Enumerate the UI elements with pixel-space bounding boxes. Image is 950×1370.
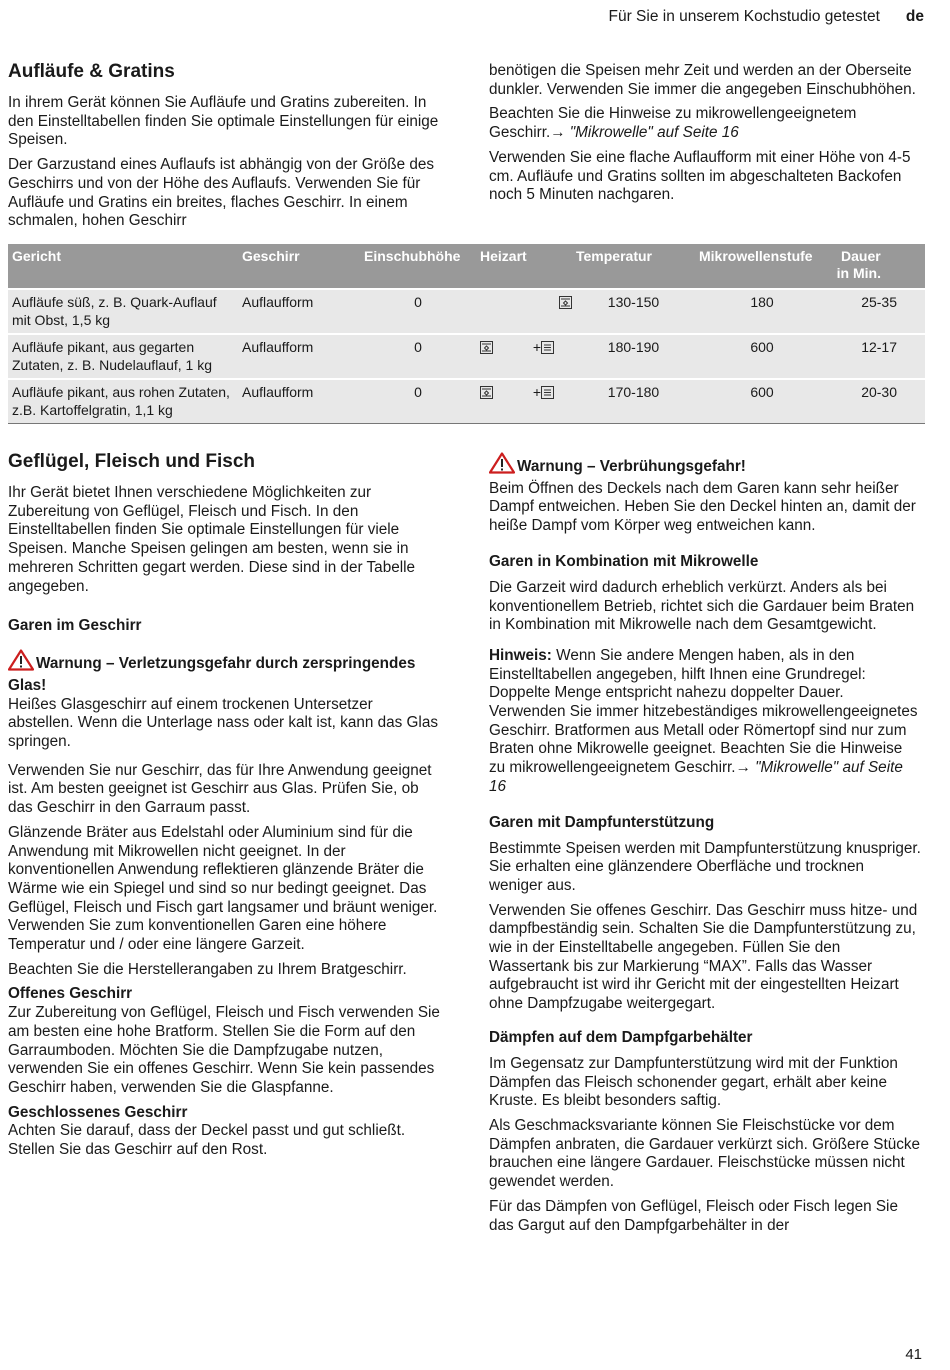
arrow-icon: → [735, 759, 751, 777]
col-temperature: Temperatur [572, 244, 695, 289]
section2-title: Geflügel, Fleisch und Fisch [8, 451, 256, 472]
subheading-garen-im-geschirr: Garen im Geschirr [8, 617, 142, 635]
cell-temperature: 130-150 [572, 289, 695, 334]
paragraph-hinweis [489, 647, 921, 797]
col-microwave: Mikrowellenstufe [695, 244, 829, 289]
section2-left-column [8, 450, 440, 1166]
microwave-icon [541, 386, 554, 399]
section1-paragraph-2: Der Garzustand eines Auflaufs ist abhängig von der Größe des Geschirrs und von der Höhe des Auflaufs. Verwenden Sie für Aufläufe und Gratins ein breites, flaches Geschirr. In einem schmalen, hohen Geschirr [8, 156, 435, 230]
cell-dish: Aufläufe pikant, aus gegarten Zutaten, z. B. Nudelauflauf, 1 kg [8, 334, 238, 379]
col-dishware: Geschirr [238, 244, 360, 289]
warning-glass-title: Warnung – Verletzungsgefahr durch zerspringendes Glas! [8, 655, 416, 694]
cell-microwave: 600 [695, 379, 829, 424]
cell-duration: 12-17 [829, 334, 925, 379]
subheading-daempfen: Dämpfen auf dem Dampfgarbehälter [489, 1028, 753, 1046]
plus-sign: + [532, 384, 542, 400]
cell-heating [476, 289, 572, 334]
paragraph-hersteller: Beachten Sie die Herstellerangaben zu Ihrem Bratgeschirr. [8, 960, 407, 978]
cell-temperature: 180-190 [572, 334, 695, 379]
subheading-offenes-geschirr: Offenes Geschirr [8, 985, 133, 1003]
col-level: Einschubhöhe [360, 244, 476, 289]
col-heating: Heizart [476, 244, 572, 289]
section1-right-paragraph-2 [489, 105, 921, 142]
warning-triangle-icon [489, 452, 515, 480]
section1-right-column [489, 62, 921, 211]
cell-level: 0 [360, 379, 476, 424]
subheading-dampfunterstuetzung: Garen mit Dampfunterstützung [489, 813, 715, 831]
warning-triangle-icon [8, 649, 34, 677]
subheading-geschlossenes-geschirr: Geschlossenes Geschirr [8, 1103, 188, 1121]
col-dish: Gericht [8, 244, 238, 289]
cell-dishware: Auflaufform [238, 289, 360, 334]
duration-header-line2: in Min. [836, 265, 881, 281]
page-number: 41 [905, 1346, 922, 1363]
warning-scalding-text: Beim Öffnen des Deckels nach dem Garen kann sehr heißer Dampf entweichen. Heben Sie den Deckel hinten an, damit der heiße Dampf vom Körper weg entweichen kann. [489, 479, 916, 535]
cell-dishware: Auflaufform [238, 379, 360, 424]
warning-glass-text: Heißes Glasgeschirr auf einem trockenen Untersetzer abstellen. Wenn die Unterlage nass oder kalt ist, kann das Glas springen. [8, 695, 438, 751]
section1-left-column [8, 60, 440, 237]
arrow-icon: → [550, 124, 566, 142]
paragraph-dampf-1: Bestimmte Speisen werden mit Dampfunterstützung knuspriger. Sie erhalten eine glänzendere Oberfläche und trocknen weniger aus. [489, 839, 921, 894]
cell-duration: 25-35 [829, 289, 925, 334]
paragraph-daempfen-3: Für das Dämpfen von Geflügel, Fleisch oder Fisch legen Sie das Gargut auf den Dampfgarbehälter in der [489, 1197, 898, 1234]
language-tag: de [905, 8, 924, 25]
cell-duration: 20-30 [829, 379, 925, 424]
plus-sign: + [532, 339, 542, 355]
warning-scalding [489, 452, 921, 480]
cell-temperature: 170-180 [572, 379, 695, 424]
subheading-mikrowelle: Garen in Kombination mit Mikrowelle [489, 552, 759, 570]
top-bottom-heat-fan-icon [480, 386, 493, 399]
section1-right-paragraph-1: benötigen die Speisen mehr Zeit und werden an der Oberseite dunkler. Verwenden Sie immer die angegeben Einschubhöhen. [489, 62, 916, 98]
warning-glass [8, 649, 440, 695]
hinweis-text: Wenn Sie andere Mengen haben, als in den Einstelltabellen angegeben, hilft Ihnen eine Grundregel: Doppelte Menge entspricht nahezu doppelter Dauer. Verwenden Sie immer hitzebeständiges mikrowellengeeignetes Geschirr. Bratformen aus Metall oder Römertopf sind nur zum Braten ohne Mikrowelle geeignet. Beachten Sie die Hinweise zu mikrowellengeeignetem Geschirr. [489, 646, 918, 777]
cell-level: 0 [360, 289, 476, 334]
paragraph-braeter: Glänzende Bräter aus Edelstahl oder Aluminium sind für die Anwendung mit Mikrowellen nicht geeignet. In der konventionellen Anwendung reflektieren glänzende Bräter die Wärme wie ein Spiegel und sind so nur bedingt geeignet. Das Geflügel, Fleisch und Fisch gart langsamer und bräunt weniger. Verwenden Sie zum konventionellen Garen eine höhere Temperatur und / oder eine längere Garzeit. [8, 823, 438, 954]
section1-right-paragraph-3: Verwenden Sie eine flache Auflaufform mit einer Höhe von 4-5 cm. Aufläufe und Gratins sollten im abgeschalteten Backofen noch 5 Minuten nachgaren. [489, 148, 911, 204]
cell-microwave: 180 [695, 289, 829, 334]
cell-dishware: Auflaufform [238, 334, 360, 379]
paragraph-geschirr: Verwenden Sie nur Geschirr, das für Ihre Anwendung geeignet ist. Am besten geeignet ist Geschirr aus Glas. Prüfen Sie, ob das Geschirr in den Garraum passt. [8, 761, 432, 817]
paragraph-geschlossenes-geschirr: Achten Sie darauf, dass der Deckel passt und gut schließt. Stellen Sie das Geschirr auf den Rost. [8, 1122, 406, 1159]
col-duration [829, 244, 925, 289]
table-row [8, 334, 925, 379]
paragraph-daempfen-1: Im Gegensatz zur Dampfunterstützung wird mit der Funktion Dämpfen das Fleisch schonender gegart, erhält aber keine Kruste. Es bleibt besonders saftig. [489, 1054, 898, 1110]
section2-intro: Ihr Gerät bietet Ihnen verschiedene Möglichkeiten zur Zubereitung von Geflügel, Fleisch und Fisch. In den Einstelltabellen finden Sie optimale Einstellungen für viele Speisen. Manche Speisen gelingen am besten, wenn sie in mehreren Schritten gegart werden. Diese sind in der Tabelle angegeben. [8, 484, 416, 595]
paragraph-dampf-2: Verwenden Sie offenes Geschirr. Das Geschirr muss hitze- und dampfbeständig sein. Schalten Sie die Dampfunterstützung zu, wie in der Einstelltabelle angegeben. Füllen Sie den Wassertank bis zur Markierung “MAX”. Falls das Wasser aufgebraucht ist wird ihr Gericht mit der eingestellten Heizart ohne Dampfzugabe weitergegart. [489, 901, 918, 1013]
cell-heating [476, 334, 572, 379]
page-reference-link[interactable]: "Mikrowelle" auf Seite 16 [489, 759, 903, 795]
cell-dish: Aufläufe pikant, aus rohen Zutaten, z.B. Kartoffelgratin, 1,1 kg [8, 379, 238, 424]
top-bottom-heat-fan-icon [480, 341, 493, 354]
cell-dish: Aufläufe süß, z. B. Quark-Auflauf mit Obst, 1,5 kg [8, 289, 238, 334]
running-header [609, 8, 925, 26]
page-reference-link[interactable]: "Mikrowelle" auf Seite 16 [569, 124, 739, 142]
microwave-icon [541, 341, 554, 354]
section2-right-column [489, 452, 921, 1241]
settings-table [8, 244, 925, 424]
right-p2-text: Beachten Sie die Hinweise zu mikrowellengeeignetem Geschirr. [489, 105, 857, 142]
cell-level: 0 [360, 334, 476, 379]
table-row [8, 289, 925, 334]
paragraph-mikrowelle: Die Garzeit wird dadurch erheblich verkürzt. Anders als bei konventionellem Betrieb, richtet sich die Gardauer beim Braten in Kombination mit Mikrowelle nach dem Gesamtgewicht. [489, 578, 915, 634]
table-header-row [8, 244, 925, 289]
duration-header-line1: Dauer [841, 248, 881, 264]
cell-heating [476, 379, 572, 424]
warning-scalding-title: Warnung – Verbrühungsgefahr! [517, 458, 746, 475]
hinweis-label: Hinweis: [489, 646, 552, 664]
paragraph-offenes-geschirr: Zur Zubereitung von Geflügel, Fleisch und Fisch verwenden Sie am besten eine hohe Bratform. Stellen Sie die Form auf den Garraumboden. Möchten Sie die Dampfzugabe nutzen, verwenden Sie ein offenes Geschirr. Wenn Sie kein passendes Geschirr haben, verwenden Sie die Glaspfanne. [8, 1004, 440, 1096]
table-row [8, 379, 925, 424]
top-bottom-heat-fan-icon [559, 296, 572, 309]
paragraph-daempfen-2: Als Geschmacksvariante können Sie Fleischstücke vor dem Dämpfen anbraten, die Gardauer verkürzt sich. Größere Stücke brauchen eine längere Gardauer. Fleischstücke müssen nicht gewendet werden. [489, 1116, 921, 1191]
section1-title: Aufläufe & Gratins [8, 61, 175, 82]
section1-paragraph-1: In ihrem Gerät können Sie Aufläufe und Gratins zubereiten. In den Einstelltabellen finden Sie optimale Einstellungen für einige Speisen. [8, 94, 439, 149]
header-title: Für Sie in unserem Kochstudio getestet [608, 8, 880, 25]
cell-microwave: 600 [695, 334, 829, 379]
